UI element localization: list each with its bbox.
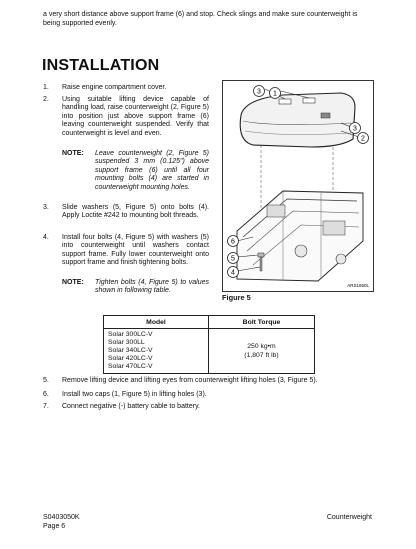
callout-label: 3 (353, 125, 357, 133)
model-list (104, 329, 209, 374)
callout-label: 3 (257, 88, 261, 96)
step-1 (43, 84, 209, 93)
torque-metric: 250 kg•m (247, 343, 276, 350)
callout-2 (358, 133, 369, 144)
step-text: Slide washers (5, Figure 5) onto bolts (4). Apply Loctite #242 to mounting bolt threads. (62, 204, 209, 220)
model-name: Solar 470LC-V (108, 363, 153, 371)
step-4 (43, 234, 209, 276)
step-text: Raise engine compartment cover. (62, 84, 167, 91)
note-text: Leave counterweight (2, Figure 5) suspended 3 mm (0.125") above support frame (6) until all four mounting bolts (4) are started in counterweight mounting holes. (95, 150, 209, 191)
step-2 (43, 96, 209, 144)
step-number: 6. (43, 391, 49, 398)
table-row (104, 329, 315, 374)
callout-3-right (350, 123, 361, 134)
callout-4 (228, 267, 239, 278)
footer-section-title: Counterweight (326, 514, 372, 521)
note-1 (62, 150, 209, 198)
step-6 (43, 391, 383, 400)
note-text: Tighten bolts (4, Figure 5) to values shown in following table. (95, 279, 209, 295)
step-text: Remove lifting device and lifting eyes from counterweight lifting holes (3, Figure 5). (62, 377, 318, 384)
footer-page-number: Page 6 (43, 523, 66, 530)
callout-label: 6 (231, 238, 235, 246)
callout-label: 4 (231, 269, 235, 277)
counterweight-drawing (223, 81, 373, 291)
figure-5-illustration (222, 80, 374, 292)
callout-label: 5 (231, 255, 235, 263)
step-number: 2. (43, 96, 49, 103)
callout-label: 1 (273, 90, 277, 98)
step-number: 7. (43, 403, 49, 410)
table-header-row (104, 316, 315, 329)
model-name: Solar 300LL (108, 338, 145, 346)
intro-paragraph: a very short distance above support frame (6) and stop. Check slings and make sure counterweight is being supported evenly. (43, 11, 358, 27)
step-number: 3. (43, 204, 49, 211)
callout-label: 2 (361, 135, 365, 143)
torque-imperial: (1,807 ft lb) (244, 352, 279, 359)
column-header-torque: Bolt Torque (209, 316, 315, 329)
step-number: 5. (43, 377, 49, 384)
model-name: Solar 420LC-V (108, 355, 153, 363)
figure-reference: ARS1650L (347, 283, 369, 288)
callout-1 (270, 88, 281, 99)
step-text: Using suitable lifting device capable of handling load, raise counterweight (2, Figure 5) into position just above support frame (6) leaving counterweight suspended. Verify that counterweight is level and even. (62, 96, 209, 137)
callout-5 (228, 253, 239, 264)
step-number: 1. (43, 84, 49, 91)
step-text: Connect negative (-) battery cable to battery. (62, 403, 200, 410)
step-text: Install two caps (1, Figure 5) in lifting holes (3). (62, 391, 207, 398)
column-header-model: Model (104, 316, 209, 329)
step-text: Install four bolts (4, Figure 5) with washers (5) into counterweight until washers contact support frame. Fully lower counterweight onto support frame and finish tightening bolts. (62, 234, 209, 267)
step-number: 4. (43, 234, 49, 241)
torque-value (209, 329, 315, 374)
callout-6 (228, 236, 239, 247)
note-label: NOTE: (62, 150, 84, 157)
section-heading: INSTALLATION (42, 57, 160, 74)
step-7 (43, 403, 383, 412)
figure-caption: Figure 5 (222, 293, 251, 302)
note-label: NOTE: (62, 279, 84, 286)
note-2 (62, 279, 209, 297)
callout-3-top (254, 86, 265, 97)
bolt-torque-table (103, 315, 315, 374)
model-name: Solar 340LC-V (108, 346, 153, 354)
step-5 (43, 377, 383, 386)
step-3 (43, 204, 209, 222)
model-name: Solar 300LC-V (108, 330, 153, 338)
footer-doc-code: S0403050K (43, 514, 80, 521)
